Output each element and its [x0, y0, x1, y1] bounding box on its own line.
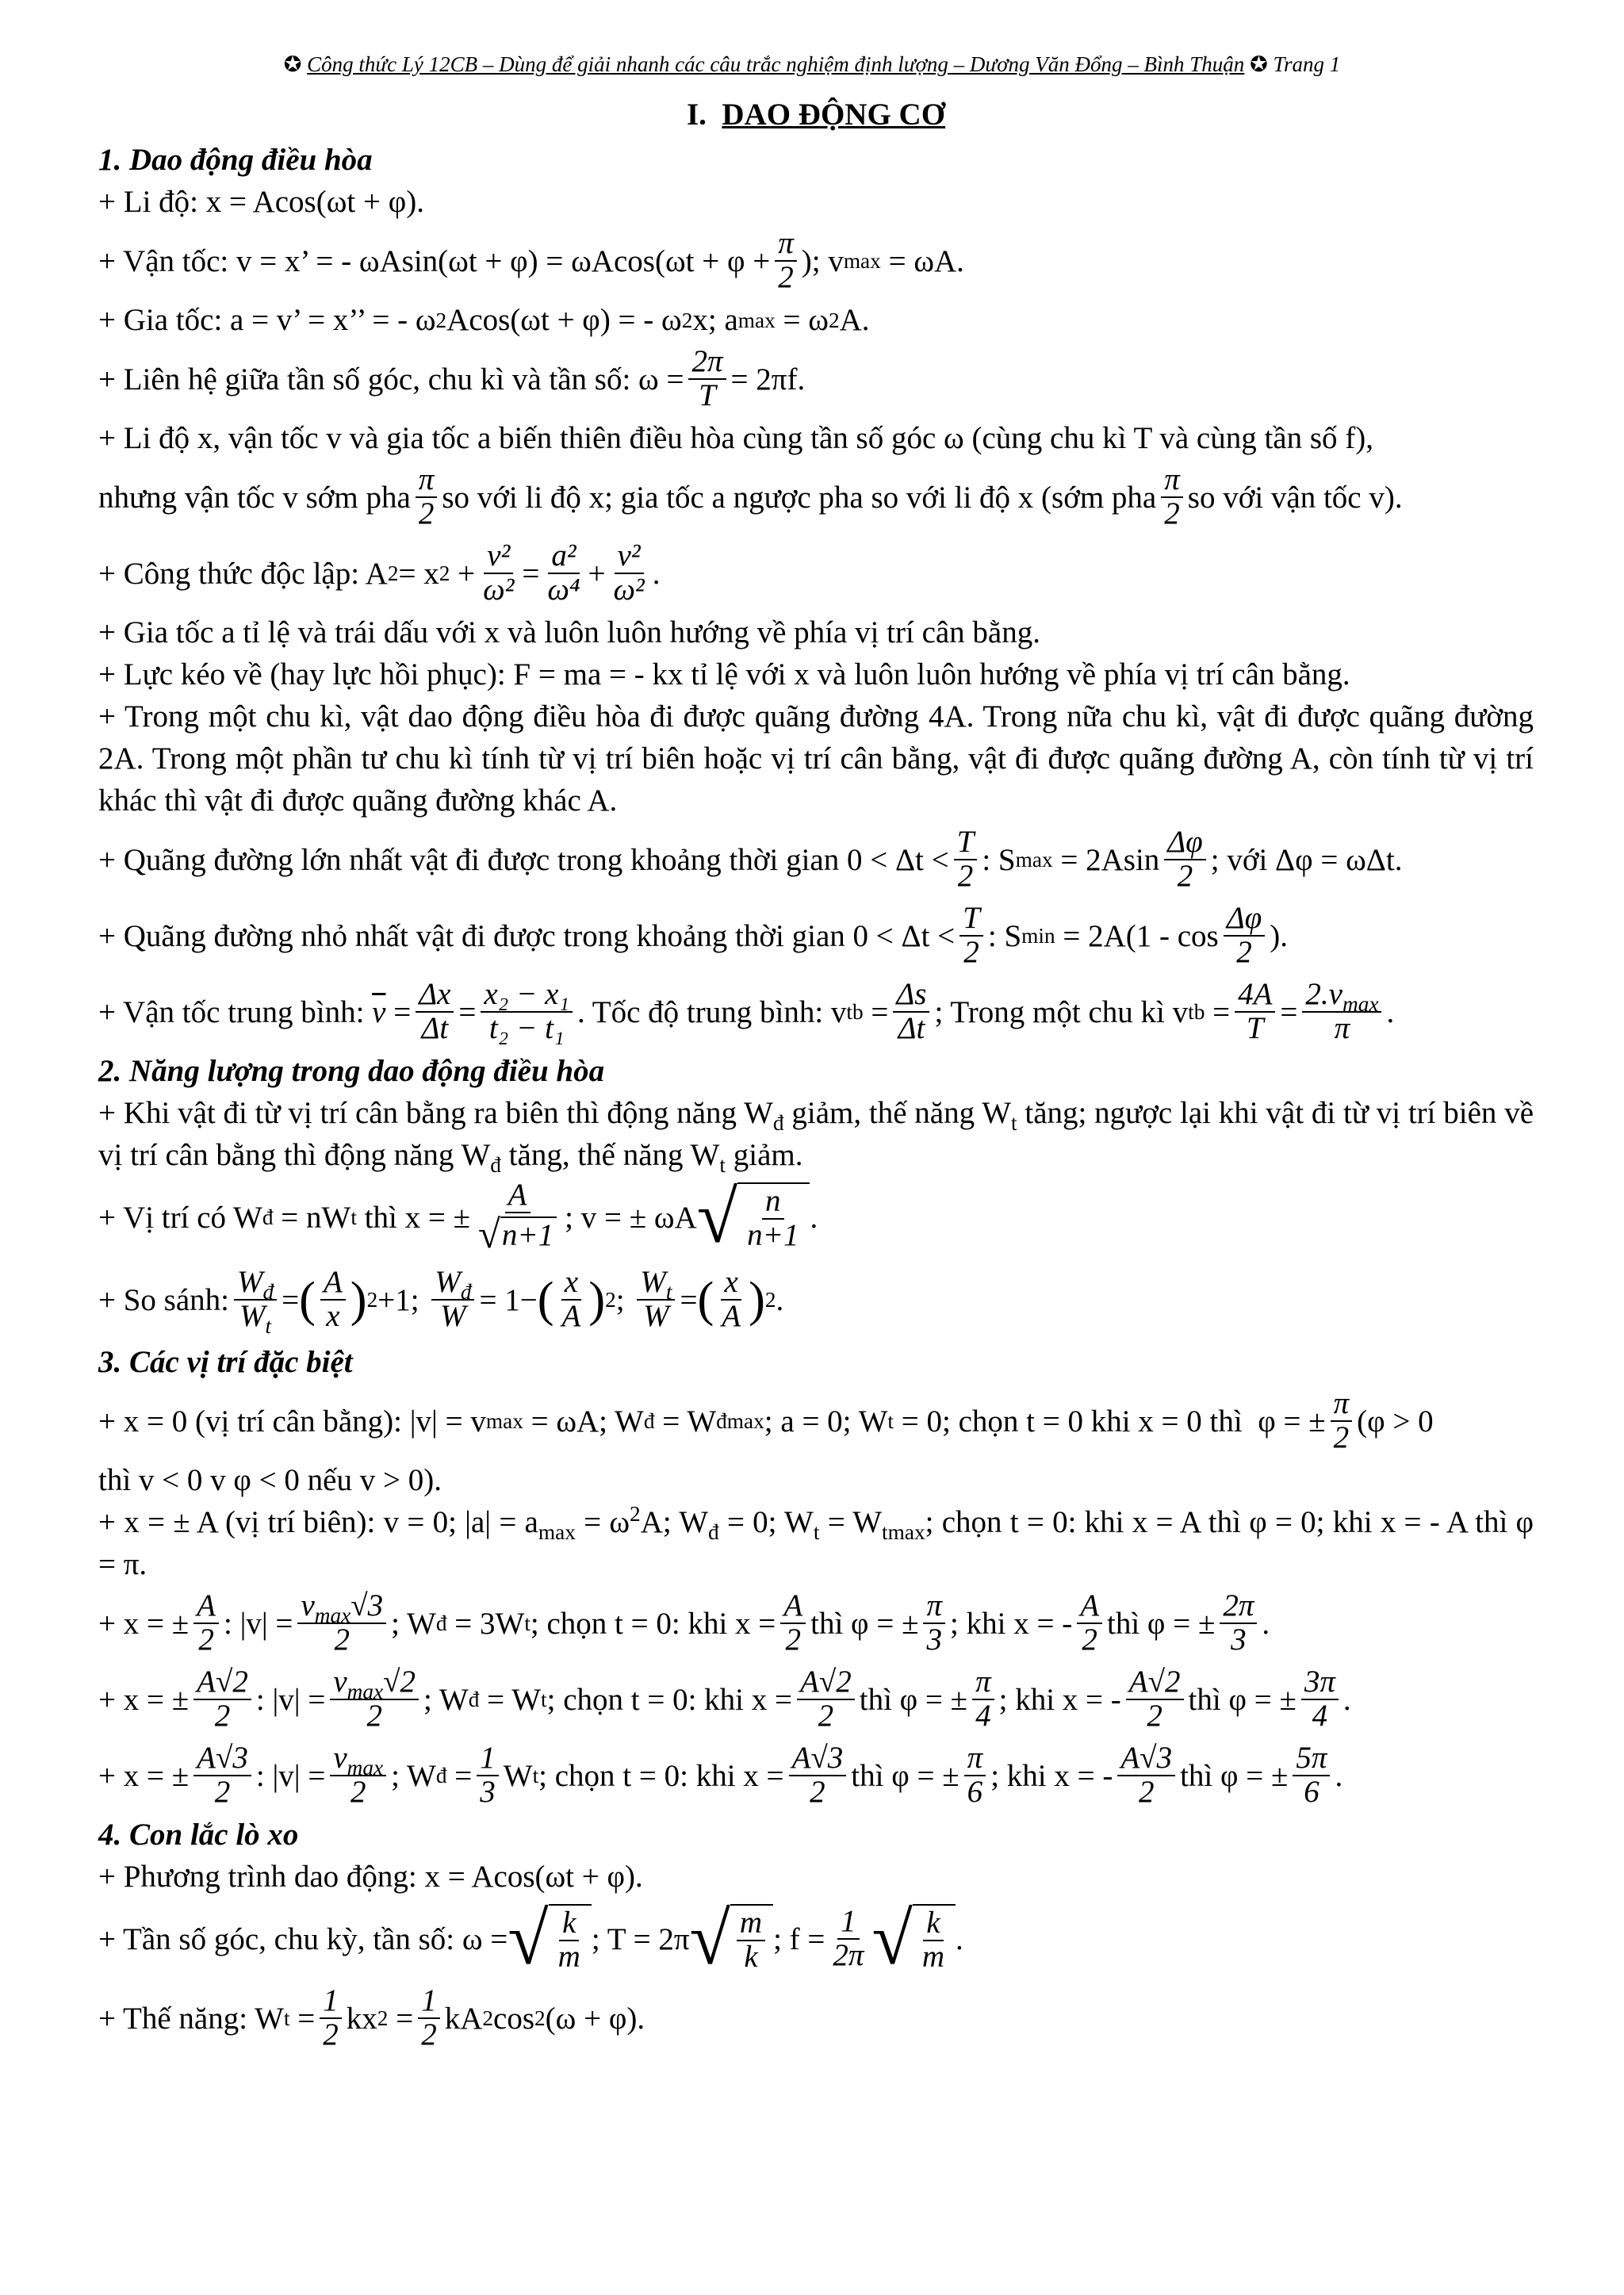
fraction: $\frac{v_{max}√2}{2}$ — [330, 1666, 419, 1733]
page-header — [0, 52, 1624, 77]
paragraph-bien-thien-2: nhưng vận tốc v sớm pha $\frac{\pi}{2}$ so với li độ x; gia tốc a ngược pha so với li độ x (sớm pha $\frac{\pi}{2}$ so với vận tốc v). — [98, 462, 1403, 531]
fraction: $\frac{2.v_{max}}{\pi}$ — [1302, 979, 1381, 1045]
fraction: $\frac{\Delta\varphi}{2}$ — [1164, 826, 1205, 893]
fraction: $\frac{\pi}{4}$ — [972, 1666, 994, 1733]
formula-li-do: + Li độ: x = Acos(ωt + φ). — [98, 185, 424, 219]
fraction: $\frac{W_đ}{W}$ — [431, 1266, 474, 1333]
formula-van-toc: + Vận tốc: v = x’ = - ωAsin(ωt + φ) = ωAcos(ωt + φ + $\frac{\pi}{2}$ ); v max = ωA. — [98, 226, 964, 294]
fraction: $\frac{\pi}{6}$ — [964, 1742, 986, 1809]
fraction: $\frac{A√2}{2}$ — [1126, 1666, 1184, 1733]
page-content — [98, 94, 1534, 2056]
fraction: $\frac{3\pi}{4}$ — [1301, 1666, 1339, 1733]
fraction: $\frac{\text{v²}}{\text{ω²}}$ — [483, 538, 515, 607]
fraction: $\frac{\pi}{2}$ — [1161, 464, 1183, 531]
formula-x-A-root3: + x = ± $\frac{A√3}{2}$ : |v| = $\frac{v_{max}}{2}$ ; W đ = $\frac{1}{3}$ W t ; chọn t = 0: khi x = $\frac{A√3}{2}$ thì φ = ± $\frac{\pi}{6}$ ; khi x = - $\frac{A√3}{2}$ thì φ = ± $\frac{5\pi}{6}$ . — [98, 1741, 1343, 1809]
fraction: $\frac{5\pi}{6}$ — [1293, 1742, 1330, 1809]
fraction: $\frac{A√2}{2}$ — [193, 1666, 251, 1733]
fraction: $\frac{A√3}{2}$ — [1117, 1742, 1175, 1809]
formula-vi-tri-wd-nwt: + Vị trí có W đ = nW t thì x = ± A √ n+1 ; v = ± ωA √ $\frac{n}{n+1}$ . — [98, 1176, 818, 1259]
fraction: $\frac{1}{2\pi}$ — [833, 1904, 864, 1972]
paragraph-luc-keo-ve: + Lực kéo về (hay lực hồi phục): F = ma = - kx tỉ lệ với x và luôn luôn hướng về phía vị trí cân bằng. — [98, 657, 1350, 692]
fraction: $\frac{A}{2}$ — [1077, 1590, 1102, 1657]
fraction: $\frac{\text{x₂ − x₁}}{\text{t₂ − t₁}}$ — [481, 979, 573, 1045]
formula-x-zero: + x = 0 (vị trí cân bằng): |v| = v max = ωA; W đ = W đmax ; a = 0; W t = 0; chọn t = 0 khi x = 0 thì φ = ± $\frac{\pi}{2}$ (φ > 0 — [98, 1386, 1434, 1454]
formula-x-half-A: + x = ± $\frac{A}{2}$ : |v| = $\frac{v_{max}√3}{2}$ ; W đ = 3W t ; chọn t = 0: khi x = $\frac{A}{2}$ thì φ = ± $\frac{\pi}{3}$ ; khi x = - $\frac{A}{2}$ thì φ = ± $\frac{2\pi}{3}$ . — [98, 1588, 1270, 1657]
fraction: $\frac{\pi}{3}$ — [923, 1590, 945, 1657]
fraction: $\frac{\text{v²}}{\text{ω²}}$ — [613, 538, 645, 607]
fraction: $\frac{2\pi}{T}$ — [688, 346, 726, 412]
square-root: √ $\frac{n}{n+1}$ — [697, 1182, 810, 1252]
formula-lien-he: + Liên hệ giữa tần số góc, chu kì và tần số: ω = $\frac{2\pi}{T}$ = 2πf. — [98, 344, 806, 412]
page-number: Trang 1 — [1273, 52, 1341, 76]
fraction: $\frac{T}{2}$ — [959, 902, 983, 969]
fraction: $\frac{A}{2}$ — [780, 1590, 806, 1657]
fraction: $\frac{\Delta s}{\Delta t}$ — [893, 979, 929, 1045]
paragraph-bien-thien: + Li độ x, vận tốc v và gia tốc a biến thiên điều hòa cùng tần số góc ω (cùng chu kì T và cùng tần số f), — [98, 421, 1373, 455]
formula-x-zero-2: thì v < 0 v φ < 0 nếu v > 0). — [98, 1463, 442, 1497]
formula-doc-lap: + Công thức độc lập: A 2 = x 2 + $\frac{\text{v²}}{\text{ω²}}$ = $\frac{\text{a²}}{\text{ω⁴}}$ + $\frac{\text{v²}}{\text{ω²}}$ . — [98, 538, 661, 607]
fraction: $\frac{\pi}{2}$ — [1331, 1388, 1353, 1454]
paragraph-gia-toc-ti-le: + Gia tốc a tỉ lệ và trái dấu với x và luôn luôn hướng về phía vị trí cân bằng. — [98, 615, 1040, 649]
formula-so-sanh: + So sánh: $\frac{W_đ}{W_t}$ = ( $\frac{A}{x}$ ) 2 +1; $\frac{W_đ}{W}$ = 1− ( $\frac{x}{A}$ ) 2 ; $\frac{W_t}{W}$ = ( $\frac{x}{A}$ ) 2 . — [98, 1265, 784, 1338]
formula-smax: + Quãng đường lớn nhất vật đi được trong khoảng thời gian 0 < Δt < $\frac{T}{2}$ : S max = 2Asin $\frac{\Delta\varphi}{2}$ ; với Δφ = ωΔt. — [98, 825, 1403, 893]
fraction: $\frac{\text{a²}}{\text{ω⁴}}$ — [547, 538, 580, 607]
paragraph-quang-duong: + Trong một chu kì, vật dao động điều hòa đi được quãng đường 4A. Trong nữa chu kì, vật đi được quãng đường 2A. Trong một phần tư chu kì tính từ vị trí biên hoặc vị trí cân bằng, vật đi được quãng đường A, còn tính từ vị trí khác thì vật đi được quãng đường khác A. — [98, 699, 1534, 818]
fraction: $\frac{1}{2}$ — [320, 1985, 342, 2052]
formula-smin: + Quãng đường nhỏ nhất vật đi được trong khoảng thời gian 0 < Δt < $\frac{T}{2}$ : S min = 2A(1 - cos $\frac{\Delta\varphi}{2}$ ). — [98, 901, 1288, 969]
square-root: √ $\frac{m}{k}$ — [690, 1904, 774, 1974]
fraction: $\frac{v_{max}√3}{2}$ — [297, 1590, 386, 1657]
square-root: √ $\frac{k}{m}$ — [508, 1904, 592, 1974]
fraction: $\frac{v_{max}}{2}$ — [330, 1742, 386, 1809]
formula-tan-so-goc: + Tần số góc, chu kỳ, tần số: ω = √ $\frac{k}{m}$ ; T = 2π √ $\frac{m}{k}$ ; f = $\frac{1}{2\pi}$ √ $\frac{k}{m}$ . — [98, 1898, 963, 1980]
section-heading-3: 3. Các vị trí đặc biệt — [98, 1345, 353, 1379]
fraction: $\frac{2\pi}{3}$ — [1220, 1590, 1257, 1657]
fraction: $\frac{\pi}{2}$ — [775, 228, 797, 294]
fraction: $\frac{A}{2}$ — [193, 1590, 219, 1657]
square-root: √ $\frac{k}{m}$ — [871, 1904, 956, 1974]
chapter-title: I. DAO ĐỘNG CƠ — [686, 98, 946, 132]
formula-phuong-trinh: + Phương trình dao động: x = Acos(ωt + φ). — [98, 1860, 643, 1894]
star-icon: ✪ — [283, 52, 302, 76]
formula-van-toc-trung-binh: + Vận tốc trung bình: $\overline{v}$ = $\frac{\Delta x}{\Delta t}$ = $\frac{\text{x₂ − x₁}}{\text{t₂ − t₁}}$ . Tốc độ trung bình: v tb = $\frac{\Delta s}{\Delta t}$ ; Trong một chu kì v tb = $\frac{4A}{T}$ = $\frac{2.v_{max}}{\pi}$ . — [98, 977, 1395, 1045]
fraction: $\frac{\Delta\varphi}{2}$ — [1224, 902, 1265, 969]
fraction: $\frac{W_t}{W}$ — [637, 1266, 675, 1333]
star-icon: ✪ — [1250, 52, 1268, 76]
section-heading-4: 4. Con lắc lò xo — [98, 1818, 299, 1852]
fraction: $\frac{1}{2}$ — [418, 1985, 440, 2052]
section-heading-2: 2. Năng lượng trong dao động điều hòa — [98, 1054, 605, 1088]
fraction: $\frac{A√3}{2}$ — [193, 1742, 251, 1809]
paragraph-nang-luong: + Khi vật đi từ vị trí cân bằng ra biên thì động năng $W_đ$ giảm, thế năng $W_t$ tăng; ngược lại khi vật đi từ vị trí biên về vị trí cân bằng thì động năng $W_đ$ tăng, thế năng $W_t$ giảm. — [98, 1096, 1534, 1177]
fraction: $\frac{1}{3}$ — [477, 1742, 499, 1809]
fraction: A √ n+1 — [475, 1179, 560, 1255]
formula-x-bien: + x = ± A (vị trí biên): v = 0; $|a| = a_{max} = \omega^2A$; $W_đ = 0$; $W_t = W_{tmax}$; chọn t = 0: khi x = A thì φ = 0; khi x = - A thì φ = π. — [98, 1502, 1534, 1581]
formula-the-nang: + Thế năng: W t = $\frac{1}{2}$ kx 2 = $\frac{1}{2}$ kA 2 cos 2 (ω + φ). — [98, 1983, 645, 2052]
fraction: $\frac{\pi}{2}$ — [416, 464, 438, 531]
header-text: Công thức Lý 12CB – Dùng để giải nhanh các câu trắc nghiệm định lượng – Dương Văn Đổng – Bình Thuận — [307, 52, 1245, 76]
fraction: $\frac{A√3}{2}$ — [789, 1742, 847, 1809]
fraction: $\frac{\Delta x}{\Delta t}$ — [416, 979, 454, 1045]
fraction: $\frac{T}{2}$ — [954, 826, 978, 893]
fraction: $\frac{A√2}{2}$ — [797, 1666, 855, 1733]
section-heading-1: 1. Dao động điều hòa — [98, 143, 373, 177]
fraction: $\frac{W_đ}{W_t}$ — [234, 1266, 277, 1333]
formula-x-A-root2: + x = ± $\frac{A√2}{2}$ : |v| = $\frac{v_{max}√2}{2}$ ; W đ = W t ; chọn t = 0: khi x = $\frac{A√2}{2}$ thì φ = ± $\frac{\pi}{4}$ ; khi x = - $\frac{A√2}{2}$ thì φ = ± $\frac{3\pi}{4}$ . — [98, 1665, 1351, 1733]
fraction: $\frac{4A}{T}$ — [1235, 979, 1275, 1045]
formula-gia-toc: + Gia tốc: a = v’ = x’’ = - ω 2 Acos(ωt + φ) = - ω 2 x; a max = ω 2 A. — [98, 303, 870, 337]
